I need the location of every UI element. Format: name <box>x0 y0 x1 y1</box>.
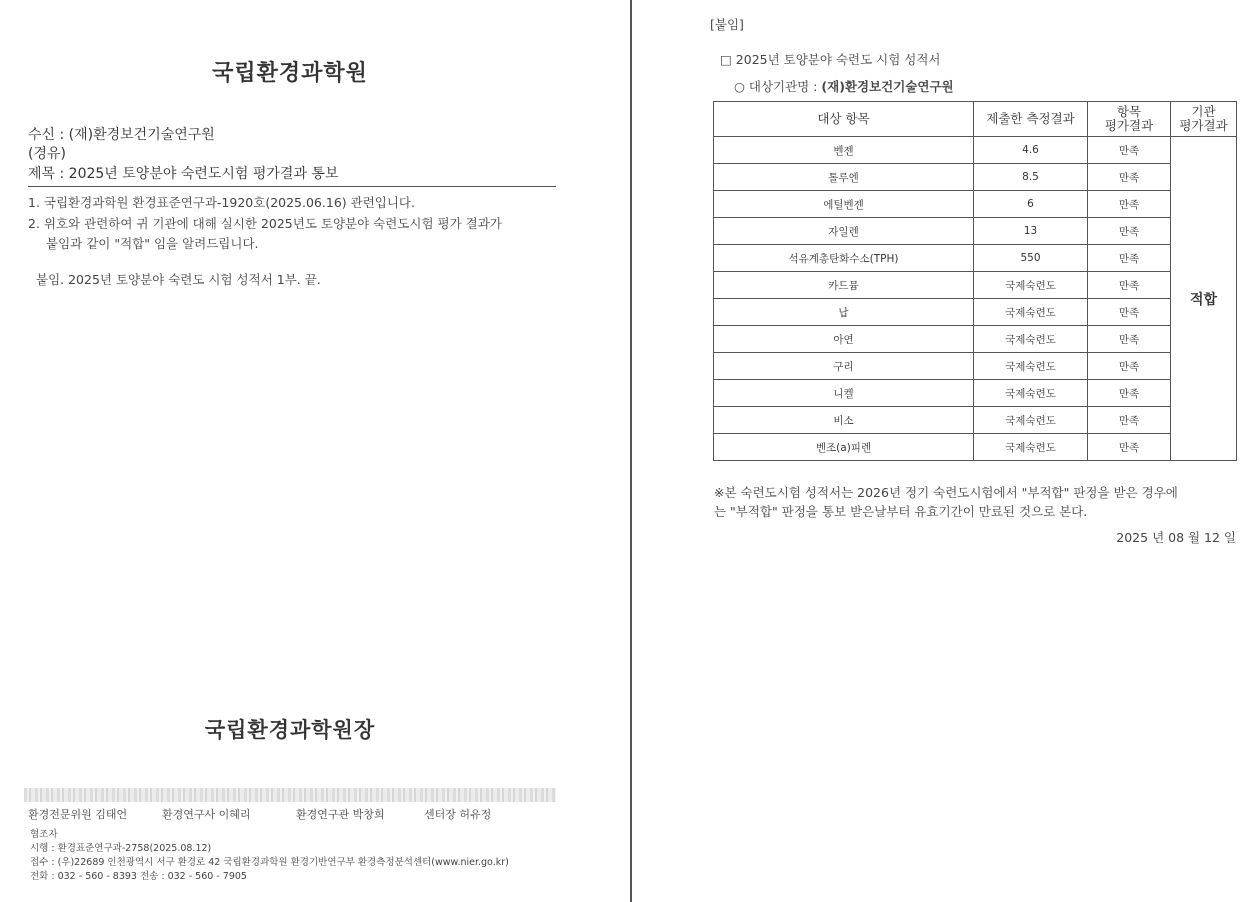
reception-address: 접수 : (우)22689 인천광역시 서구 환경로 42 국립환경과학원 환경기반연구부 환경측정분석센터(www.nier.go.kr) <box>30 857 509 868</box>
table-row <box>714 164 1237 191</box>
attachment-heading: □ 2025년 토양분야 숙련도 시험 성적서 <box>720 52 941 67</box>
table-row <box>714 191 1237 218</box>
cell-target-item: 카드뮴 <box>714 272 974 299</box>
table-row <box>714 407 1237 434</box>
cell-item-evaluation: 만족 <box>1088 326 1171 353</box>
cell-submitted-result: 국제숙련도 <box>974 407 1088 434</box>
cell-item-evaluation: 만족 <box>1088 272 1171 299</box>
subject-divider <box>28 186 556 187</box>
cell-target-item: 자일렌 <box>714 218 974 245</box>
cell-submitted-result: 국제숙련도 <box>974 380 1088 407</box>
cell-item-evaluation: 만족 <box>1088 407 1171 434</box>
cell-target-item: 에틸벤젠 <box>714 191 974 218</box>
cell-item-evaluation: 만족 <box>1088 434 1171 461</box>
target-org-label: ○ 대상기관명 : <box>734 79 822 94</box>
cell-target-item: 구리 <box>714 353 974 380</box>
body-paragraph-2: 2. 위호와 관련하여 귀 기관에 대해 실시한 2025년도 토양분야 숙련도시험 평가 결과가 <box>28 216 502 231</box>
subject-line: 제목 : 2025년 토양분야 숙련도시험 평가결과 통보 <box>28 166 339 182</box>
cell-submitted-result: 4.6 <box>974 137 1088 164</box>
cell-target-item: 납 <box>714 299 974 326</box>
cell-target-item: 벤조(a)피렌 <box>714 434 974 461</box>
cell-item-evaluation: 만족 <box>1088 191 1171 218</box>
results-table <box>713 101 1237 461</box>
approval-stamp-strip <box>24 788 556 802</box>
cell-target-item: 벤젠 <box>714 137 974 164</box>
target-org-name: (재)환경보건기술연구원 <box>821 79 954 94</box>
header-org-evaluation: 기관 평가결과 <box>1171 102 1237 137</box>
table-row <box>714 353 1237 380</box>
institution-title: 국립환경과학원 <box>212 61 368 86</box>
target-org-line <box>734 77 954 95</box>
cell-target-item: 아연 <box>714 326 974 353</box>
via-line: (경유) <box>28 146 66 162</box>
header-item-evaluation: 항목 평가결과 <box>1088 102 1171 137</box>
cell-submitted-result: 6 <box>974 191 1088 218</box>
cell-target-item: 톨루엔 <box>714 164 974 191</box>
cell-submitted-result: 국제숙련도 <box>974 326 1088 353</box>
table-row <box>714 137 1237 164</box>
staff-2: 환경연구사 이혜리 <box>162 808 251 821</box>
sender-title: 국립환경과학원장 <box>204 718 376 742</box>
table-row <box>714 326 1237 353</box>
table-row <box>714 272 1237 299</box>
enforcement-line: 시행 : 환경표준연구과-2758(2025.08.12) <box>30 843 212 854</box>
attachment-note: 붙임. 2025년 토양분야 숙련도 시험 성적서 1부. 끝. <box>36 272 321 287</box>
cell-target-item: 석유계총탄화수소(TPH) <box>714 245 974 272</box>
cell-item-evaluation: 만족 <box>1088 380 1171 407</box>
cell-submitted-result: 550 <box>974 245 1088 272</box>
table-row <box>714 218 1237 245</box>
table-row <box>714 299 1237 326</box>
cell-submitted-result: 8.5 <box>974 164 1088 191</box>
cell-target-item: 니켈 <box>714 380 974 407</box>
cell-item-evaluation: 만족 <box>1088 299 1171 326</box>
cell-item-evaluation: 만족 <box>1088 218 1171 245</box>
header-target-item: 대상 항목 <box>714 102 974 137</box>
phone-fax-line: 전화 : 032 - 560 - 8393 전송 : 032 - 560 - 7905 <box>30 871 247 882</box>
cooperator-label: 협조자 <box>30 829 58 840</box>
body-paragraph-2-continuation: 붙임과 같이 "적합" 임을 알려드립니다. <box>46 236 259 251</box>
table-row <box>714 245 1237 272</box>
cell-item-evaluation: 만족 <box>1088 245 1171 272</box>
header-submitted-result: 제출한 측정결과 <box>974 102 1088 137</box>
validity-note-line-1: ※본 숙련도시험 성적서는 2026년 정기 숙련도시험에서 "부적합" 판정을 받은 경우에 <box>714 485 1178 500</box>
cell-submitted-result: 국제숙련도 <box>974 434 1088 461</box>
validity-note-line-2: 는 "부적합" 판정을 통보 받은날부터 유효기간이 만료된 것으로 본다. <box>714 504 1088 519</box>
cell-submitted-result: 13 <box>974 218 1088 245</box>
results-table-body <box>714 137 1237 461</box>
staff-1: 환경전문위원 김태언 <box>28 808 128 821</box>
cell-submitted-result: 국제숙련도 <box>974 272 1088 299</box>
cell-item-evaluation: 만족 <box>1088 164 1171 191</box>
cell-target-item: 비소 <box>714 407 974 434</box>
attachment-label: [붙임] <box>710 17 744 32</box>
cell-submitted-result: 국제숙련도 <box>974 299 1088 326</box>
cell-item-evaluation: 만족 <box>1088 353 1171 380</box>
table-row <box>714 434 1237 461</box>
overall-result-cell: 적합 <box>1171 137 1237 461</box>
staff-3: 환경연구관 박창희 <box>296 808 385 821</box>
cell-item-evaluation: 만족 <box>1088 137 1171 164</box>
issue-date: 2025 년 08 월 12 일 <box>1116 530 1236 545</box>
recipient-line: 수신 : (재)환경보건기술연구원 <box>28 127 215 143</box>
body-paragraph-1: 1. 국립환경과학원 환경표준연구과-1920호(2025.06.16) 관련입니다. <box>28 195 415 210</box>
table-row <box>714 380 1237 407</box>
staff-4: 센터장 허유정 <box>424 808 492 821</box>
cell-submitted-result: 국제숙련도 <box>974 353 1088 380</box>
results-table-header <box>714 102 1237 137</box>
